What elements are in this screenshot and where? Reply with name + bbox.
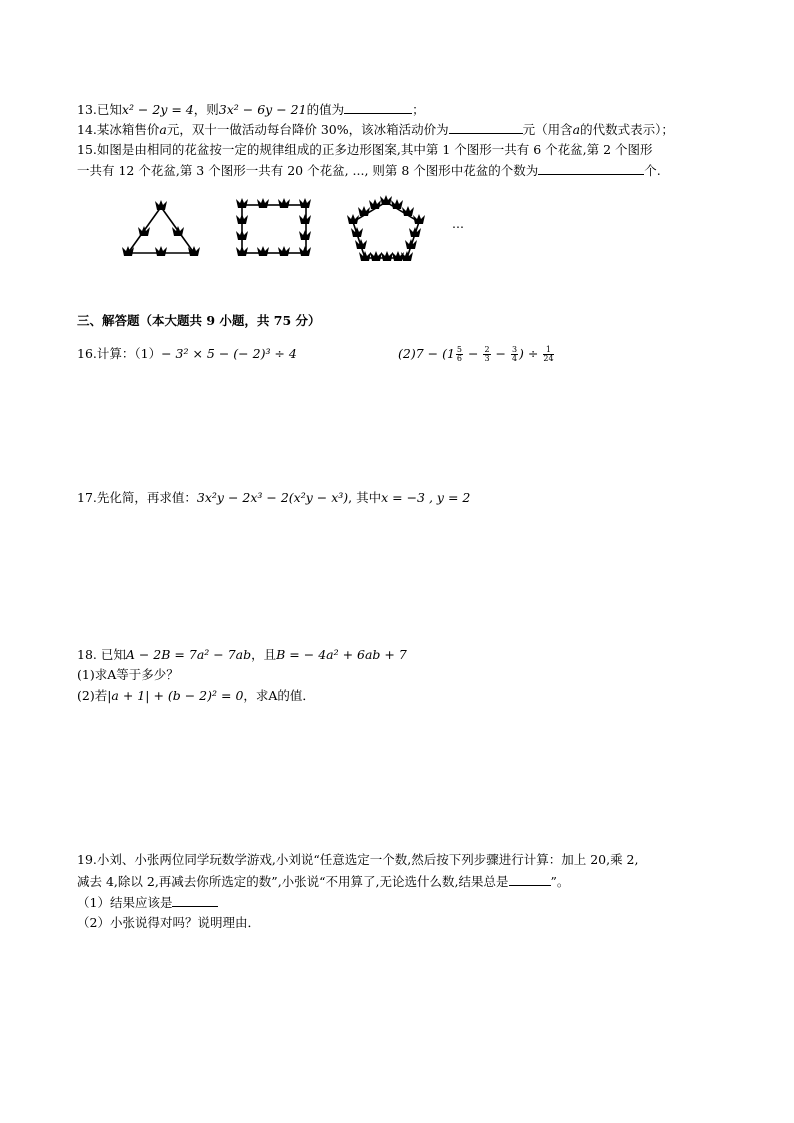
q18-label: 18. 已知 <box>77 647 126 662</box>
q19-sub1-blank[interactable] <box>172 894 218 907</box>
q16-close: ) ÷ <box>519 346 543 361</box>
q17-mid: , 其中 <box>348 490 382 505</box>
q14-text1: 14.某冰箱售价 <box>77 122 160 137</box>
question-16 <box>77 346 297 362</box>
q13-prefix: 13.已知 <box>77 102 122 117</box>
figure-ellipsis: ... <box>452 216 464 231</box>
question-15-line2 <box>77 162 661 179</box>
q16-frac-3-4: $\frac{3}{4}$ <box>511 345 518 363</box>
q15-line2b: 个. <box>644 163 661 178</box>
q16-frac-5-6: $\frac{5}{6}$ <box>456 345 463 363</box>
q13-expr1: x² − 2y = 4 <box>121 102 194 117</box>
q16-minus1: − <box>464 346 483 361</box>
question-18-sub2 <box>77 688 315 704</box>
q15-answer-blank[interactable] <box>538 162 644 175</box>
question-13 <box>77 101 425 118</box>
q19-sub1-text: （1）结果应该是 <box>77 895 173 910</box>
q13-tail: ； <box>412 102 425 117</box>
q16-frac-2-3: $\frac{2}{3}$ <box>484 345 490 363</box>
question-19-sub1 <box>77 894 218 911</box>
q14-var: a <box>159 122 167 137</box>
flowerpot-square-figure <box>232 195 318 263</box>
q16-expr1: − 3² × 5 − (− 2)³ ÷ 4 <box>161 346 297 361</box>
q18-expr1: A − 2B = 7a² − 7ab <box>125 647 252 662</box>
q16-frac-1-24: $\frac{1}{24}$ <box>543 345 554 363</box>
q13-mid: ，则 <box>193 102 219 117</box>
q19-line2b: ”。 <box>550 874 570 889</box>
q14-answer-blank[interactable] <box>449 121 523 134</box>
q14-text2: 元，双十一做活动每台降价 30%，该冰箱活动价为 <box>166 122 449 137</box>
q16-minus2: − <box>491 346 510 361</box>
question-14 <box>77 121 674 138</box>
q17-cond: x = −3 , y = 2 <box>381 490 471 505</box>
q13-expr2: 3x² − 6y − 21 <box>218 102 307 117</box>
question-16-part2 <box>398 346 555 363</box>
q16-label: 16.计算：（1） <box>77 346 162 361</box>
q18-sub2a: (2)若 <box>77 688 108 703</box>
q14-text4: 的代数式表示）； <box>580 122 674 137</box>
q18-mid: ，且 <box>251 647 277 662</box>
q15-line2a: 一共有 12 个花盆,第 3 个图形一共有 20 个花盆, ..., 则第 8 个图形中花盆的个数为 <box>77 163 539 178</box>
q13-answer-blank[interactable] <box>344 101 412 114</box>
flowerpot-pentagon-figure <box>343 190 429 268</box>
q18-sub2b: ，求A的值． <box>243 688 315 703</box>
question-18 <box>77 647 407 663</box>
q19-line2a: 减去 4,除以 2,再减去你所选定的数”,小张说“不用算了,无论选什么数,结果总是 <box>77 874 509 889</box>
question-18-sub1: (1)求A等于多少？ <box>77 667 179 682</box>
question-15-line1 <box>77 142 653 158</box>
question-17 <box>77 490 470 506</box>
q14-var2: a <box>572 122 581 137</box>
flowerpot-triangle-figure <box>118 195 208 263</box>
q19-answer-blank[interactable] <box>509 873 551 886</box>
q18-sub2-expr: |a + 1| + (b − 2)² = 0 <box>107 688 244 703</box>
q15-line1: 15.如图是由相同的花盆按一定的规律组成的正多边形图案,其中第 1 个图形一共有 6 个花盆,第 2 个图形 <box>77 142 653 157</box>
q17-expr: 3x²y − 2x³ − 2(x²y − x³) <box>196 490 349 505</box>
q16-part2-lead: (2)7 − (1 <box>398 346 455 361</box>
question-19-line2 <box>77 873 569 890</box>
q18-expr2: B = − 4a² + 6ab + 7 <box>276 647 407 662</box>
section-3-title: 三、解答题（本大题共 9 小题，共 75 分） <box>77 313 321 328</box>
question-19-line1: 19.小刘、小张两位同学玩数学游戏,小刘说“任意选定一个数,然后按下列步骤进行计算：加上 20,乘 2, <box>77 852 639 867</box>
q17-label: 17.先化简，再求值： <box>77 490 197 505</box>
question-19-sub2: （2）小张说得对吗？说明理由． <box>77 915 260 930</box>
q14-text3: 元（用含 <box>522 122 573 137</box>
q13-suffix: 的值为 <box>306 102 345 117</box>
